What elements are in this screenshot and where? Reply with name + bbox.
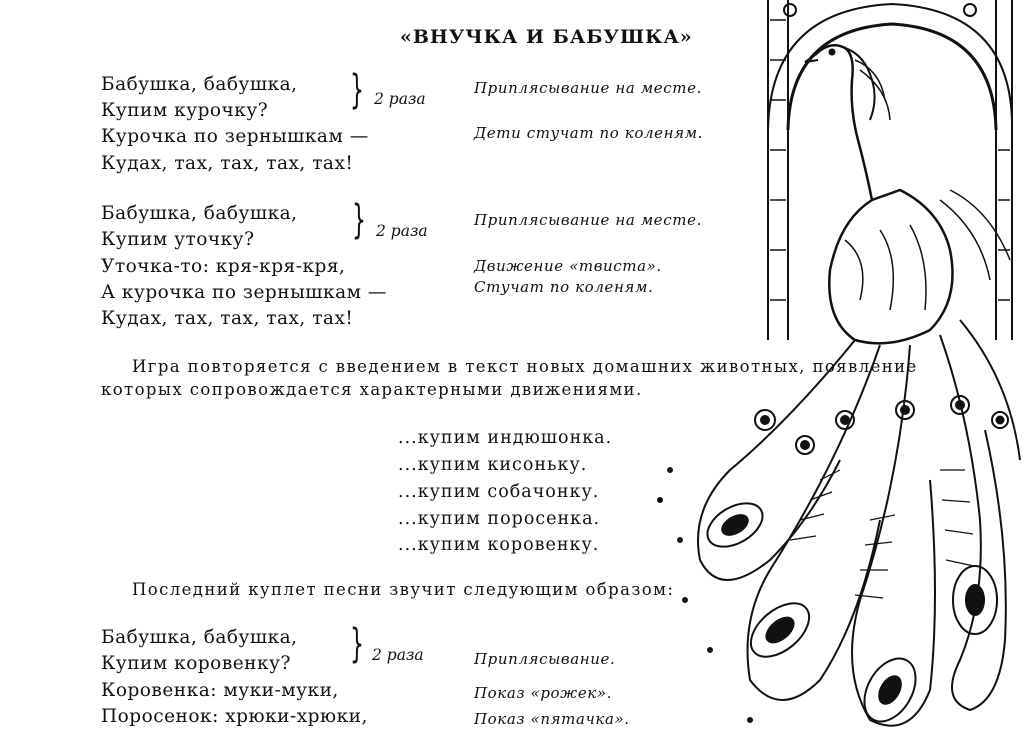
stanza2-note-3: Стучат по коленям. xyxy=(474,278,654,296)
stanza1-note-1: Приплясывание на месте. xyxy=(474,79,702,97)
stanza2-note-1: Приплясывание на месте. xyxy=(474,211,702,229)
stanza2-note-2: Движение «твиста». xyxy=(474,257,662,275)
stanza1-line-1: Бабушка, бабушка, xyxy=(101,74,298,95)
animal-list-item: ...купим коровенку. xyxy=(398,535,600,555)
stanza3-line-2: Купим коровенку? xyxy=(101,653,291,674)
stanza3-note-3: Показ «пятачка». xyxy=(474,710,630,728)
repeat-brace: } xyxy=(350,621,364,667)
stanza1-line-2: Купим курочку? xyxy=(101,100,269,121)
repeat-brace: } xyxy=(350,67,364,113)
stanza1-line-3: Курочка по зернышкам — xyxy=(101,126,369,147)
stanza1-repeat-count: 2 раза xyxy=(374,90,426,108)
stanza3-repeat-count: 2 раза xyxy=(372,646,424,664)
repeat-brace: } xyxy=(352,197,366,243)
stanza3-line-1: Бабушка, бабушка, xyxy=(101,627,298,648)
stanza3-note-1: Приплясывание. xyxy=(474,650,616,668)
song-title: «ВНУЧКА И БАБУШКА» xyxy=(400,26,693,48)
stanza2-line-1: Бабушка, бабушка, xyxy=(101,203,298,224)
paragraph-line-2: которых сопровождается характерными движениями. xyxy=(101,380,643,399)
stanza2-line-5: Кудах, тах, тах, тах, тах! xyxy=(101,308,354,329)
stanza3-line-3: Коровенка: муки-муки, xyxy=(101,680,339,701)
stanza1-line-4: Кудах, тах, тах, тах, тах! xyxy=(101,153,354,174)
stanza2-line-4: А курочка по зернышкам — xyxy=(101,282,387,303)
stanza2-repeat-count: 2 раза xyxy=(376,222,428,240)
paragraph-line-1: Игра повторяется с введением в текст новых домашних животных, появление xyxy=(132,357,918,376)
animal-list-item: ...купим кисоньку. xyxy=(398,455,588,475)
stanza3-line-4: Поросенок: хрюки-хрюки, xyxy=(101,706,368,727)
animal-list-item: ...купим индюшонка. xyxy=(398,428,613,448)
stanza1-note-2: Дети стучат по коленям. xyxy=(474,124,704,142)
stanza2-line-3: Уточка-то: кря-кря-кря, xyxy=(101,256,346,277)
last-verse-intro: Последний куплет песни звучит следующим образом: xyxy=(132,580,675,599)
animal-list-item: ...купим собачонку. xyxy=(398,482,600,502)
stanza3-note-2: Показ «рожек». xyxy=(474,684,613,702)
stanza2-line-2: Купим уточку? xyxy=(101,229,255,250)
animal-list-item: ...купим поросенка. xyxy=(398,509,601,529)
firebird-illustration xyxy=(640,0,1024,744)
